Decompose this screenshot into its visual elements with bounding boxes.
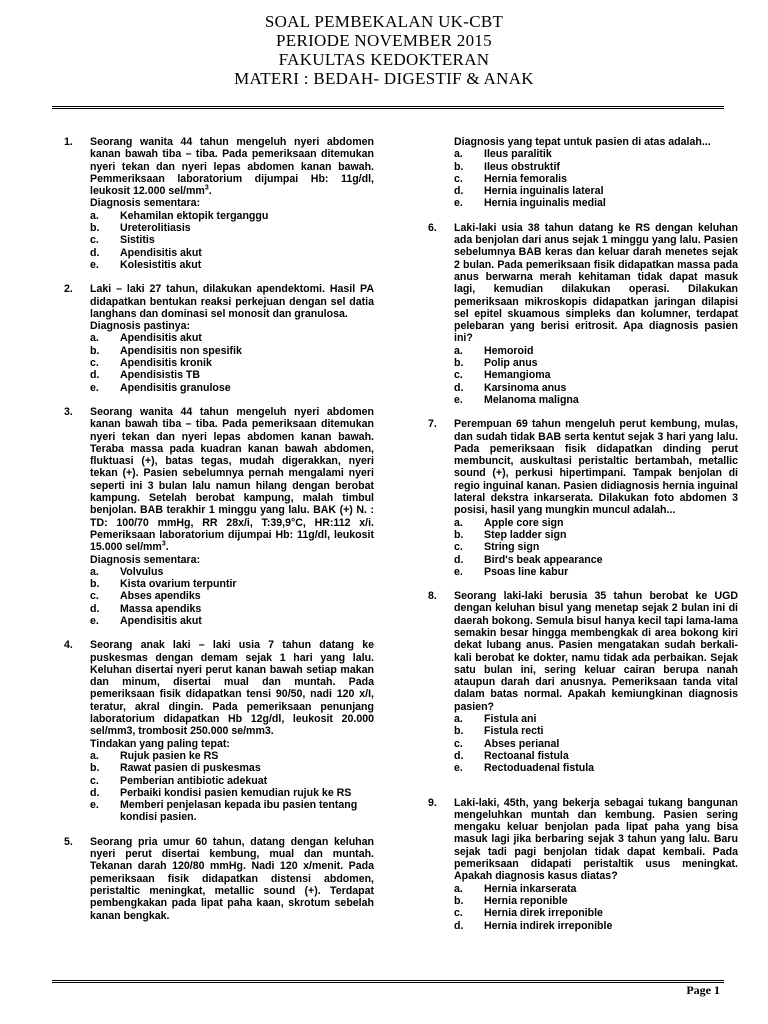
option-letter: b.: [454, 528, 464, 541]
superscript: 3: [204, 184, 209, 192]
option-text: Melanoma maligna: [484, 393, 579, 406]
option-item: [90, 357, 374, 369]
option-list: [90, 332, 374, 393]
option-item: [90, 222, 374, 234]
question-item: [64, 283, 374, 394]
option-item: [454, 345, 738, 357]
question-number: 4.: [64, 639, 73, 652]
option-list: [454, 148, 738, 209]
option-text: Hernia inguinalis lateral: [484, 185, 604, 198]
option-letter: d.: [454, 185, 464, 198]
question-stem-text: Seorang wanita 44 tahun mengeluh nyeri abdomen kanan bawah tiba – tiba. Pada pemeriksaan ditemukan nyeri tekan dan nyeri lepas abdomen kanan bawah. Pemmeriksaan laboratorium dijumpai Hb: 11g/dl, leukosit 12.000 sel/mm: [90, 136, 374, 198]
option-letter: d.: [90, 369, 100, 382]
option-letter: e.: [90, 258, 99, 271]
option-letter: e.: [454, 197, 463, 210]
option-letter: b.: [90, 578, 100, 591]
option-text: Psoas line kabur: [484, 565, 569, 578]
option-letter: e.: [454, 565, 463, 578]
option-text: Perbaiki kondisi pasien kemudian rujuk ke RS: [120, 786, 352, 799]
option-list: [454, 713, 738, 774]
question-stem: Diagnosis yang tepat untuk pasien di atas adalah...: [454, 136, 711, 148]
option-text: Pemberian antibiotic adekuat: [120, 774, 268, 787]
question-item: [428, 222, 738, 406]
option-item: [454, 883, 738, 895]
option-item: [90, 799, 374, 824]
option-text: Hernia femoralis: [484, 172, 568, 185]
option-text: Rujuk pasien ke RS: [120, 749, 219, 762]
option-item: [454, 907, 738, 919]
option-text: Apendisitis granulose: [120, 381, 231, 394]
question-stem: [90, 283, 374, 320]
option-item: [90, 590, 374, 602]
option-letter: e.: [90, 614, 99, 627]
option-text: Apendisitis non spesifik: [120, 344, 242, 357]
question-stem-text: Perempuan 69 tahun mengeluh perut kembung, mulas, dan sudah tidak BAB serta kentut sejak 3 hari yang lalu. Pada pemeriksaan fisik didapatkan dinding perut membuncit, auskultasi peristaltic bertambah, metallic sound (+), perkusi hipertimpani. Tampak benjolan di regio inguinal kanan. Pasien didiagnosis hernia inguinal lateral dekstra inkarserata. Dilakukan foto abdomen 3 posisi, hasil yang mungkin muncul adalah...: [454, 418, 738, 517]
question-item: [64, 406, 374, 627]
header-rule-thin: [52, 108, 724, 109]
option-item: [454, 357, 738, 369]
option-letter: a.: [454, 713, 463, 726]
option-letter: c.: [90, 774, 99, 787]
option-text: Hernia direk irreponible: [484, 907, 603, 920]
option-letter: a.: [454, 344, 463, 357]
option-text: Kolesistitis akut: [120, 258, 202, 271]
option-item: [454, 369, 738, 381]
right-column: [428, 136, 738, 944]
option-text: Hemoroid: [484, 344, 534, 357]
question-number: 2.: [64, 283, 73, 296]
option-item: [90, 259, 374, 271]
option-text: Hernia inguinalis medial: [484, 197, 606, 210]
question-item: [64, 136, 374, 271]
option-item: [454, 173, 738, 185]
option-text: Fistula ani: [484, 713, 537, 726]
option-item: [454, 895, 738, 907]
option-item: [454, 725, 738, 737]
question-item: [428, 590, 738, 774]
option-letter: a.: [90, 332, 99, 345]
option-text: Apendisistis TB: [120, 369, 201, 382]
option-list: [90, 566, 374, 627]
option-text: Hemangioma: [484, 369, 551, 382]
option-letter: c.: [454, 369, 463, 382]
option-letter: d.: [454, 381, 464, 394]
option-item: [90, 234, 374, 246]
option-letter: b.: [454, 357, 464, 370]
option-text: Abses perianal: [484, 737, 560, 750]
question-number: 8.: [428, 590, 437, 603]
option-item: [454, 541, 738, 553]
question-stem-end: .: [208, 185, 212, 198]
option-item: [454, 566, 738, 578]
option-item: [90, 578, 374, 590]
question-number: 1.: [64, 136, 73, 148]
question-item: [428, 418, 738, 578]
option-letter: e.: [454, 762, 463, 775]
option-letter: b.: [90, 222, 100, 235]
question-5-continuation: [428, 136, 738, 210]
option-text: Massa apendiks: [120, 602, 202, 615]
option-text: Polip anus: [484, 357, 538, 370]
option-text: Kista ovarium terpuntir: [120, 578, 237, 591]
option-item: [90, 345, 374, 357]
option-item: [90, 615, 374, 627]
option-letter: e.: [454, 393, 463, 406]
option-letter: d.: [454, 553, 464, 566]
option-letter: b.: [454, 160, 464, 173]
option-item: [90, 369, 374, 381]
option-text: Fistula recti: [484, 725, 544, 738]
option-item: [454, 920, 738, 932]
option-letter: d.: [90, 786, 100, 799]
option-text: Hernia inkarserata: [484, 882, 577, 895]
option-text: Rectoduadenal fistula: [484, 762, 595, 775]
option-item: [454, 738, 738, 750]
question-item: [64, 639, 374, 823]
option-item: [90, 775, 374, 787]
left-column: [64, 136, 374, 934]
question-item: [64, 836, 374, 922]
option-item: [90, 603, 374, 615]
option-item: [90, 566, 374, 578]
header-period: PERIODE NOVEMBER 2015: [276, 31, 492, 50]
question-stem: [454, 590, 738, 713]
question-prompt: Diagnosis sementara:: [90, 553, 201, 566]
option-letter: b.: [90, 344, 100, 357]
question-number: 7.: [428, 418, 437, 431]
option-item: [90, 332, 374, 344]
option-item: [454, 750, 738, 762]
option-letter: a.: [454, 882, 463, 895]
option-item: [90, 750, 374, 762]
option-text: Rawat pasien di puskesmas: [120, 762, 261, 775]
option-text: Memberi penjelasan kepada ibu pasien tentang kondisi pasien.: [120, 799, 358, 824]
option-text: Apendisitis akut: [120, 614, 202, 627]
option-item: [454, 148, 738, 160]
option-text: Rectoanal fistula: [484, 749, 569, 762]
question-prompt: Diagnosis sementara:: [90, 197, 201, 210]
option-letter: d.: [454, 919, 464, 932]
option-letter: a.: [90, 209, 99, 222]
question-stem: [90, 836, 374, 922]
header-subject: MATERI : BEDAH- DIGESTIF & ANAK: [234, 69, 534, 88]
question-stem-end: .: [165, 541, 169, 554]
option-item: [90, 762, 374, 774]
question-number: 5.: [64, 835, 73, 848]
page-header: [0, 12, 768, 88]
option-text: Apendisitis akut: [120, 332, 202, 345]
header-faculty: FAKULTAS KEDOKTERAN: [278, 50, 490, 69]
option-text: Sistitis: [120, 234, 155, 247]
option-text: Apple core sign: [484, 516, 564, 529]
header-title: SOAL PEMBEKALAN UK-CBT: [264, 12, 504, 31]
option-letter: a.: [454, 516, 463, 529]
question-stem-text: Seorang wanita 44 tahun mengeluh nyeri abdomen kanan bawah tiba – tiba. Pada pemeriksaan ditemukan nyeri tekan dan nyeri lepas abdomen kanan bawah. Teraba massa pada kuadran kanan bawah abdomen, fluktuasi (+), batas tegas, mudah digerakkan, nyeri tekan (+). Pasien sebelumnya pernah mengalami nyeri seperti ini 3 bulan lalu namun hilang dengan berobat kampung. Setelah berobat kampung, malah timbul benjolan. BAB terakhir 1 minggu yang lalu. BAK (+) N. : TD: 100/70 mmHg, RR 28x/i, T:39,9°C, HR:112 x/i. Pemeriksaan laboratorium dijumpai Hb: 11g/dl, leukosit 15.000 sel/mm: [90, 405, 374, 554]
question-stem-text: Laki – laki 27 tahun, dilakukan apendektomi. Hasil PA didapatkan bentukan reaksi perkejuan dengan sel datia langhans dan dominasi sel monosit dan granulosa.: [90, 283, 374, 320]
option-text: Step ladder sign: [484, 528, 567, 541]
option-text: Apendisitis kronik: [120, 357, 212, 370]
option-item: [90, 247, 374, 259]
question-stem-text: Laki-laki usia 38 tahun datang ke RS dengan keluhan ada benjolan dari anus sejak 1 minggu yang lalu. Pasien sebelumnya BAB keras dan keluar darah menetes sejak 2 bulan. Pada pemeriksaan fisik didapatkan massa pada anus berwarna merah kehitaman tidak dapat masuk lagi, kemudian dilakukan operasi. Dilakukan pemeriksaan mikroskopis didapatkan jaringan dilapisi sel epitel skuamous simpleks dan kolumner, terdapat pelebaran yang berisi eritrosit. Apa diagnosis pasien ini?: [454, 221, 738, 345]
option-text: Ileus paralitik: [484, 148, 552, 161]
option-letter: b.: [454, 894, 464, 907]
option-text: Hernia reponible: [484, 894, 568, 907]
option-item: [454, 554, 738, 566]
footer-rule-thick: [52, 982, 724, 983]
option-text: Abses apendiks: [120, 590, 201, 603]
question-stem: [90, 136, 374, 197]
question-stem: [90, 639, 374, 737]
question-stem: [454, 222, 738, 345]
question-stem: [90, 406, 374, 554]
option-letter: c.: [454, 907, 463, 920]
option-list: [454, 517, 738, 578]
option-letter: d.: [454, 749, 464, 762]
option-item: [90, 787, 374, 799]
option-item: [454, 161, 738, 173]
option-letter: a.: [90, 565, 99, 578]
option-letter: b.: [90, 762, 100, 775]
option-text: Apendisitis akut: [120, 246, 202, 259]
option-item: [454, 382, 738, 394]
option-item: [90, 210, 374, 222]
question-item: [428, 797, 738, 932]
question-prompt: Diagnosis pastinya:: [90, 320, 191, 333]
option-letter: b.: [454, 725, 464, 738]
page-number: Page 1: [686, 983, 720, 997]
option-letter: a.: [454, 148, 463, 161]
option-text: Hernia indirek irreponible: [484, 919, 613, 932]
option-letter: a.: [90, 749, 99, 762]
option-letter: e.: [90, 799, 99, 812]
question-stem-text: Laki-laki, 45th, yang bekerja sebagai tukang bangunan mengeluhkan muntah dan kembung. Pasien sering mengaku keluar benjolan pada lipat paha yang bisa masuk lagi jika berbaring sejak 3 tahun yang lalu. Baru sejak tadi pagi benjolan tidak dapat kembali. Pada pemeriksaan didapati peristaltik usus meningkat. Apakah diagnosis kasus diatas?: [454, 796, 738, 883]
header-rule-thick: [52, 106, 724, 107]
superscript: 3: [161, 540, 166, 548]
option-text: Volvulus: [120, 565, 164, 578]
option-text: Kehamilan ektopik terganggu: [120, 209, 269, 222]
option-item: [454, 394, 738, 406]
option-text: Karsinoma anus: [484, 381, 567, 394]
question-prompt: Tindakan yang paling tepat:: [90, 737, 230, 750]
question-stem: [454, 797, 738, 883]
option-letter: d.: [90, 246, 100, 259]
question-stem-text: Seorang anak laki – laki usia 7 tahun datang ke puskesmas dengan demam sejak 1 hari yang lalu. Keluhan disertai nyeri perut kanan bawah setiap makan dan minum, disertai mual dan muntah. Pada pemeriksaan fisik didapatkan tensi 90/50, nadi 120 x/I, teratur, akral dingin. Pada pemeriksaan penunjang laboratorium didapatkan Hb 12g/dl, leukosit 20.000 sel/mm3, trombosit 250.000 se/mm3.: [90, 639, 374, 738]
option-item: [454, 185, 738, 197]
option-item: [454, 197, 738, 209]
option-text: Bird's beak appearance: [484, 553, 603, 566]
option-letter: d.: [90, 602, 100, 615]
option-letter: c.: [90, 590, 99, 603]
option-text: Ileus obstruktif: [484, 160, 560, 173]
option-list: [454, 883, 738, 932]
option-item: [454, 517, 738, 529]
option-letter: c.: [90, 234, 99, 247]
option-item: [454, 713, 738, 725]
footer-rule-thin: [52, 980, 724, 981]
option-text: String sign: [484, 541, 540, 554]
option-letter: c.: [90, 357, 99, 370]
option-list: [90, 210, 374, 271]
option-letter: c.: [454, 172, 463, 185]
question-stem-text: Seorang pria umur 60 tahun, datang dengan keluhan nyeri perut disertai kembung, mual dan muntah. Tekanan darah 120/80 mmHg. Nadi 120 x/menit. Pada pemeriksaan fisik didapatkan distensi abdomen, peristaltic meningkat, metallic sound (+). Terdapat pembengkakan pada lipat paha kaan, skrotum sebelah kanan bengkak.: [90, 835, 374, 922]
question-stem-text: Seorang laki-laki berusia 35 tahun berobat ke UGD dengan keluhan bisul yang menetap sejak 2 bulan ini di daerah bokong. Semula bisul hanya kecil tapi lama-lama semakin besar hingga membengkak di area bokong kiri dekat lubang anus. Pasien mengatakan sudah berkali-kali berobat ke dokter, namu tidak ada perbaikan. Sejak satu bulan ini, sering keluar cairan berupa nanah ataupun darah dari anusnya. Pemeriksaan tanda vital dalam batas normal. Apakah kemiungkinan diagnosis pasien?: [454, 590, 738, 713]
option-item: [454, 762, 738, 774]
question-number: 9.: [428, 796, 437, 809]
option-letter: c.: [454, 737, 463, 750]
option-list: [454, 345, 738, 406]
question-stem: [454, 418, 738, 516]
question-number: 3.: [64, 405, 73, 418]
option-list: [90, 750, 374, 824]
question-number: 6.: [428, 221, 437, 234]
option-text: Ureterolitiasis: [120, 222, 191, 235]
option-letter: c.: [454, 541, 463, 554]
option-letter: e.: [90, 381, 99, 394]
option-item: [454, 529, 738, 541]
option-item: [90, 382, 374, 394]
